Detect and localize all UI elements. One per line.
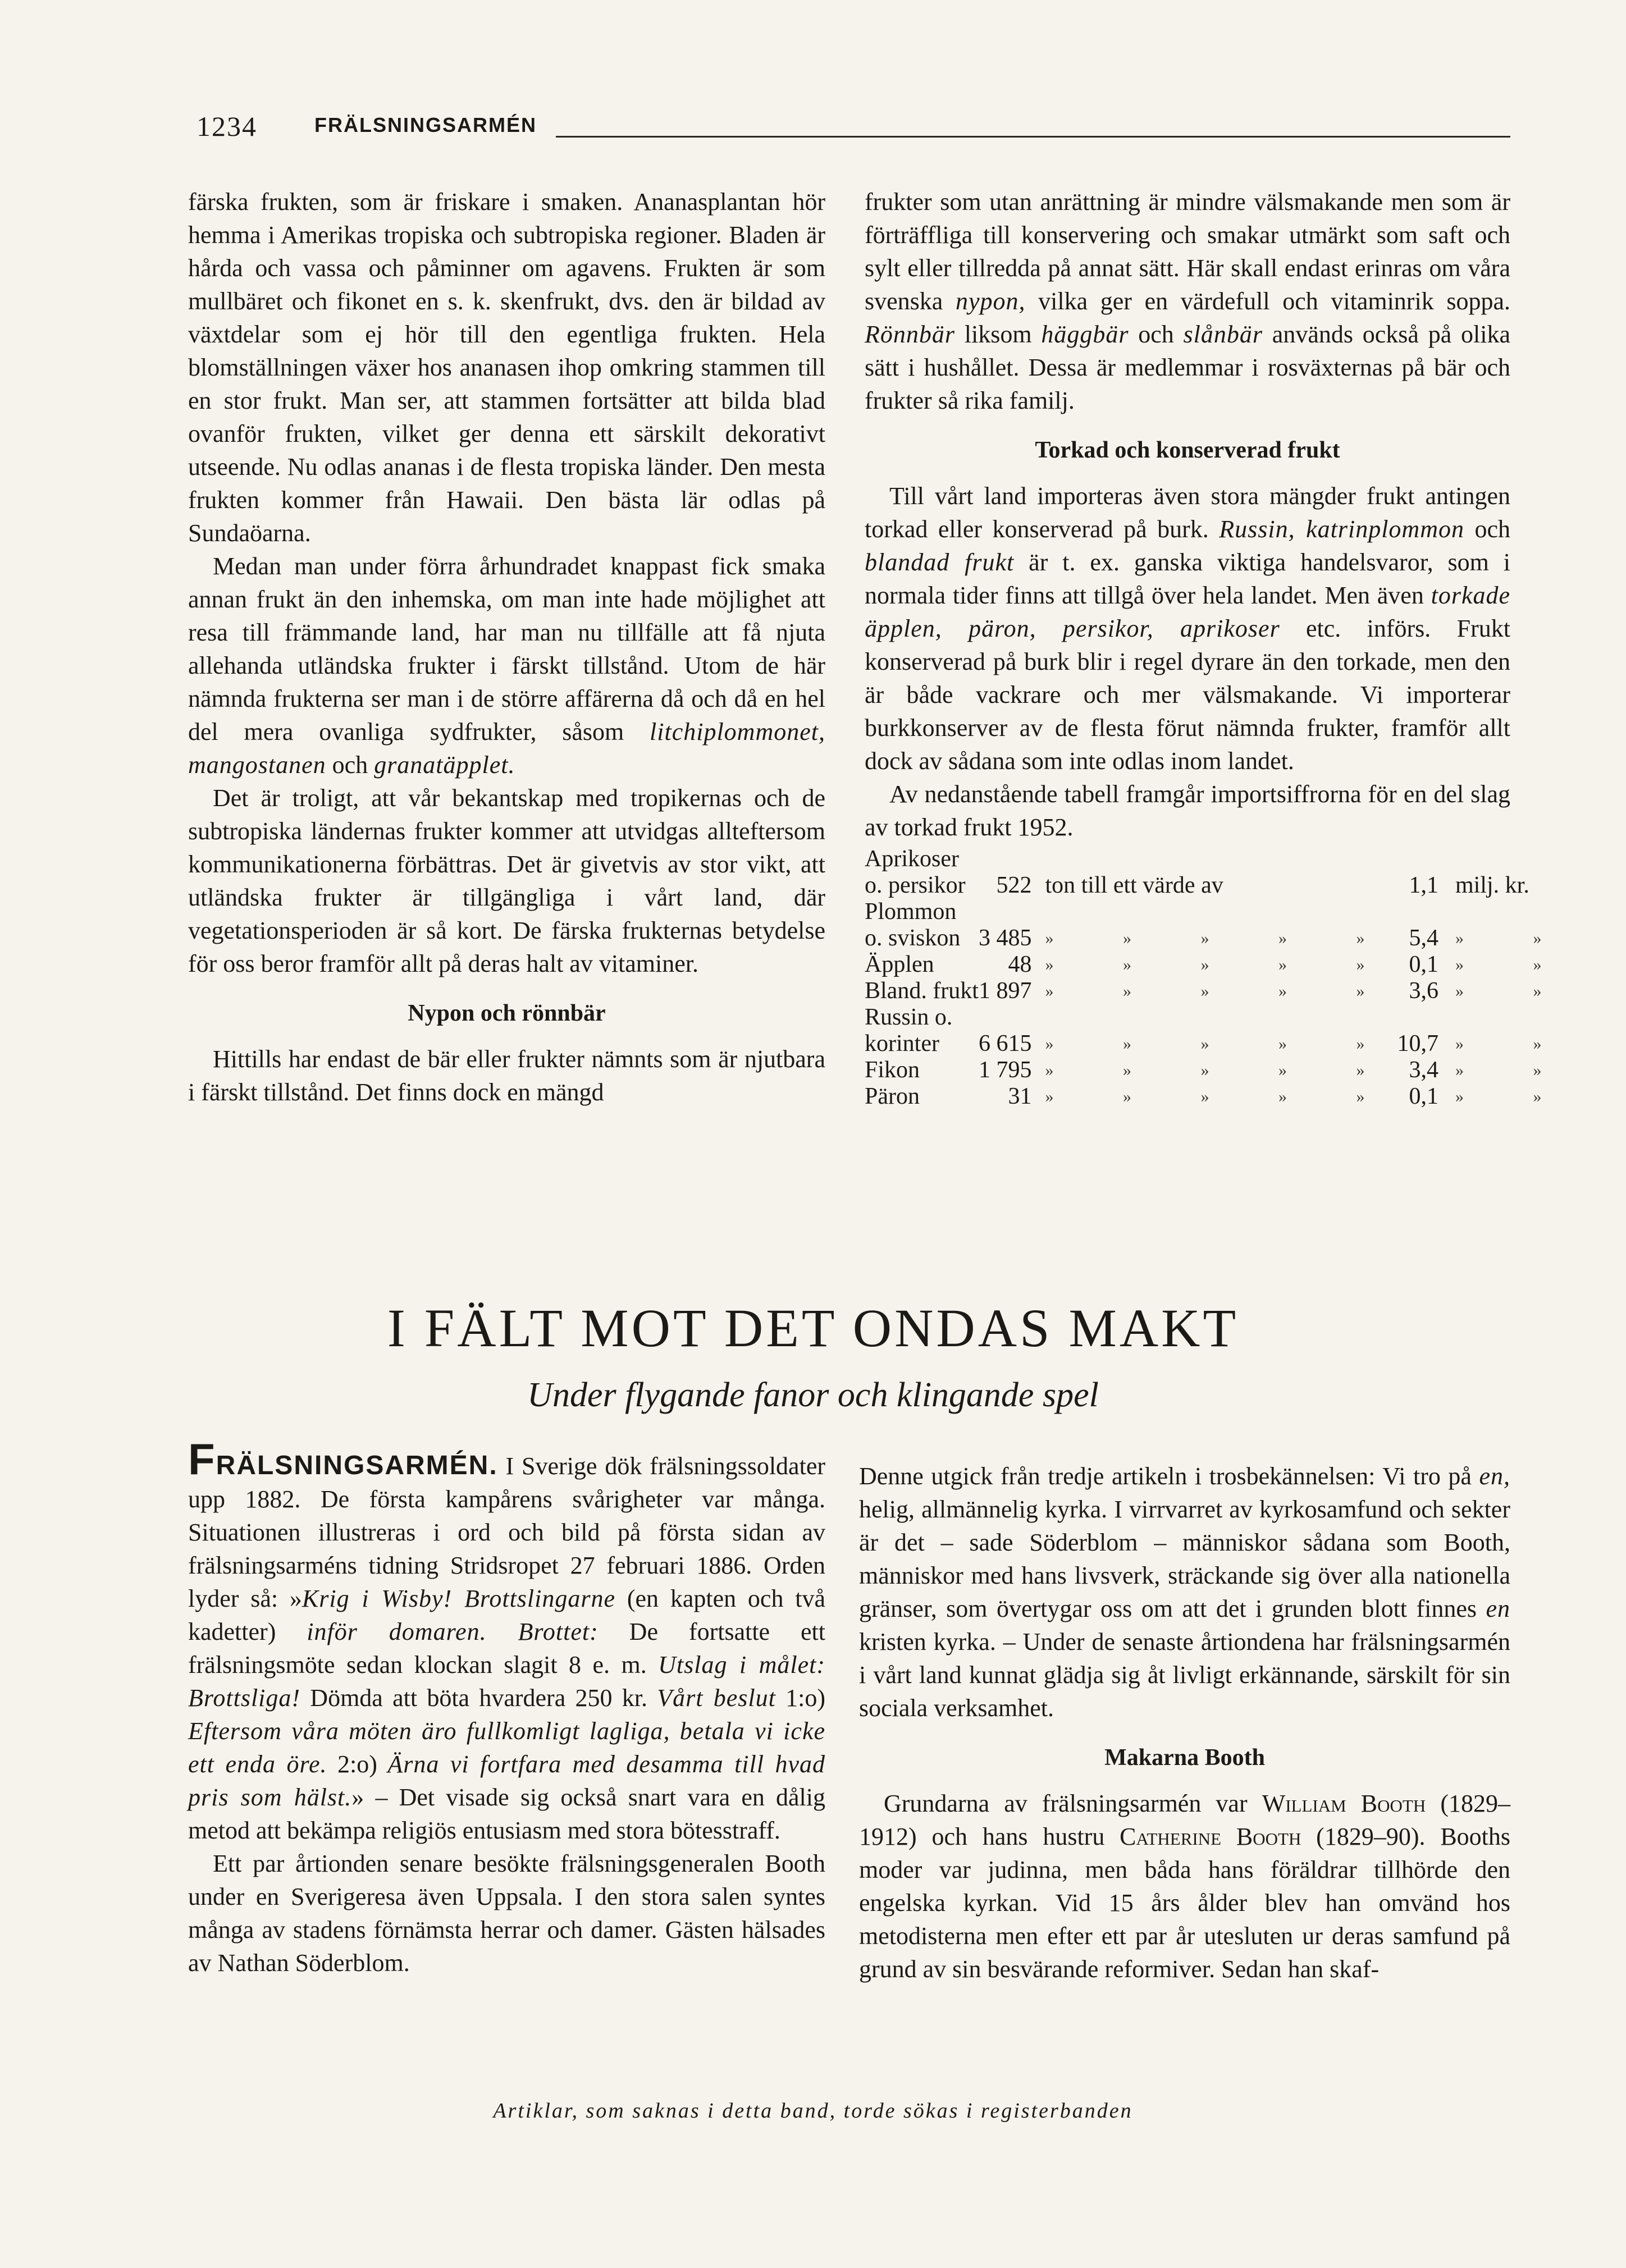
paragraph: Hittills har endast de bär eller frukter nämnts som är njutbara i färskt tillstånd. Det finns dock en mängd	[188, 1045, 825, 1106]
table-row	[865, 1004, 1574, 1031]
table-cell-quantity: 3 485	[978, 925, 1032, 951]
table-cell-quantity: 31	[1008, 1083, 1032, 1109]
table-row	[865, 872, 1574, 899]
table-cell-currency: milj. kr.	[1455, 872, 1529, 898]
table-row	[865, 952, 1574, 978]
table-cell-ditto: » » » » »	[1045, 929, 1397, 948]
paragraph: Det är troligt, att vår bekantskap med tropikernas och de subtropiska ländernas frukter kommer att utvidgas allteftersom kommunikationerna förbättras. Det är givetvis av stor vikt, att utländska frukter är tillgängliga i vårt land, där vegetationsperioden är så kort. De färska frukternas betydelse för oss beror framför allt på deras halt av vitaminer.	[188, 784, 825, 977]
table-cell-value: 0,1	[1409, 1083, 1438, 1109]
table-cell-quantity: 6 615	[978, 1031, 1032, 1057]
table-cell-name: o. sviskon	[865, 925, 961, 951]
table-cell-ditto: » »	[1455, 1087, 1574, 1106]
table-cell-name: korinter	[865, 1031, 939, 1057]
paragraph: FRÄLSNINGSARMÉN. I Sverige dök frälsningssoldater upp 1882. De första kampårens svårigheter var många. Situationen illustreras i ord och bild på första sidan av frälsningsarméns tidning Stridsropet 27 februari 1886. Orden lyder så: »Krig i Wisby! Brottslingarne (en kapten och två kadetter) inför domaren. Brottet: De fortsatte ett frälsningsmöte sedan klockan slagit 8 e. m. Utslag i målet: Brottsliga! Dömda att böta hvardera 250 kr. Vårt beslut 1:o) Eftersom våra möten äro fullkomligt lagliga, betala vi icke ett enda öre. 2:o) Ärna vi fortfara med desamma till hvad pris som hälst.» – Det visade sig också snart vara en dålig metod att bekämpa religiös entusiasm med stora bötesstraff.	[188, 1434, 826, 1844]
table-cell-value: 5,4	[1409, 925, 1438, 951]
table-row	[865, 978, 1574, 1004]
table-row	[865, 846, 1574, 872]
table-cell-name: o. persikor	[865, 872, 966, 898]
table-row	[865, 925, 1574, 952]
table-cell-name: Bland. frukt	[865, 978, 979, 1004]
table-cell-ditto: » » » » »	[1045, 982, 1397, 1000]
section-heading: Nypon och rönnbär	[408, 1000, 606, 1026]
footer-note: Artiklar, som saknas i detta band, torde sökas i registerbanden	[493, 2099, 1133, 2123]
running-title: FRÄLSNINGSARMÉN	[314, 113, 537, 136]
table-cell-quantity: 1 897	[978, 978, 1032, 1004]
table-cell-name: Russin o.	[865, 1004, 953, 1030]
table-cell-ditto: » »	[1455, 982, 1574, 1000]
table-cell-ditto: » » » » »	[1045, 1087, 1397, 1106]
table-cell-ditto: » » » » »	[1045, 1061, 1397, 1080]
table-cell-value: 1,1	[1409, 872, 1438, 898]
table-row	[865, 1083, 1574, 1110]
table-cell-ditto: » » » » »	[1045, 955, 1397, 974]
table-cell-value: 10,7	[1397, 1031, 1438, 1057]
paragraph: Ett par årtionden senare besökte frälsningsgeneralen Booth under en Sverigeresa även Uppsala. I den stora salen syntes många av stadens förnämsta herrar och damer. Gästen hälsades av Nathan Söderblom.	[188, 1850, 825, 1977]
paragraph: färska frukten, som är friskare i smaken. Ananasplantan hör hemma i Amerikas tropiska och subtropiska regioner. Bladen är hårda och vassa och påminner om agavens. Frukten är som mullbäret och fikonet en s. k. skenfrukt, dvs. den är bildad av växtdelar som ej hör till den egentliga frukten. Hela blomställningen växer hos ananasen ihop omkring stammen till en stor frukt. Man ser, att stammen fortsätter att bilda blad ovanför frukten, vilket ger denna ett särskilt dekorativt utseende. Nu odlas ananas i de flesta tropiska länder. Den mesta frukten kommer från Hawaii. Den bästa lär odlas på Sundaöarna.	[188, 188, 825, 547]
table-cell-name: Aprikoser	[865, 846, 959, 872]
table-cell-ditto: » » » » »	[1045, 1035, 1397, 1053]
table-cell-name: Plommon	[865, 899, 957, 925]
paragraph: Denne utgick från tredje artikeln i trosbekännelsen: Vi tro på en, helig, allmännelig kyrka. I virrvarret av kyrkosamfund och sekter är det – sade Söderblom – människor sådana som Booth, människor med hans livsverk, sträckande sig över alla nationella gränser, som övertygar oss om att det i grunden blott finnes en kristen kyrka. – Under de senaste årtiondena har frälsningsarmén i vårt land kunnat glädja sig åt livligt erkännande, särskilt för sin sociala verksamhet.	[859, 1462, 1510, 1722]
column-left-bottom	[188, 1434, 826, 1979]
paragraph: Medan man under förra århundradet knappast fick smaka annan frukt än den inhemska, om man inte hade möjlighet att resa till främmande land, har man nu tillfälle att få njuta allehanda utländska frukter i färskt tillstånd. Utom de här nämnda frukterna ser man i de större affärerna då och då en hel del mera ovanliga sydfrukter, såsom litchiplommonet, mangostanen och granatäpplet.	[188, 552, 825, 779]
column-right-bottom	[859, 1460, 1510, 1986]
table-row	[865, 899, 1574, 925]
table-cell-quantity: 48	[1008, 952, 1032, 977]
table-cell-ditto: » »	[1455, 929, 1574, 948]
column-left-top	[188, 185, 825, 1109]
table-cell-unit: ton till ett värde av	[1045, 872, 1223, 898]
table-cell-name: Päron	[865, 1083, 920, 1109]
table-cell-ditto: » »	[1455, 1035, 1574, 1053]
header-rule	[556, 136, 1510, 138]
table-cell-value: 0,1	[1409, 952, 1438, 977]
import-table	[865, 846, 1574, 1110]
table-cell-value: 3,6	[1409, 978, 1438, 1004]
paragraph: Till vårt land importeras även stora mängder frukt antingen torkad eller konserverad på burk. Russin, katrinplommon och blandad frukt är t. ex. ganska viktiga handelsvaror, som i normala tider finns att tillgå över hela landet. Men även torkade äpplen, päron, persikor, aprikoser etc. införs. Frukt konserverad på burk blir i regel dyrare än den torkade, men den är både vackrare och mer välsmakande. Vi importerar burkkonserver av de flesta förut nämnda frukter, framför allt dock av sådana som inte odlas inom landet.	[865, 482, 1511, 775]
article-title: I FÄLT MOT DET ONDAS MAKT	[387, 1298, 1239, 1358]
table-row	[865, 1031, 1574, 1057]
running-header	[197, 110, 1510, 144]
column-right-top	[865, 185, 1574, 1110]
section-heading: Torkad och konserverad frukt	[1035, 437, 1340, 463]
lead-word: FRÄLSNINGSARMÉN.	[188, 1434, 498, 1484]
paragraph: Grundarna av frälsningsarmén var William Booth (1829–1912) och hans hustru Catherine Booth (1829–90). Booths moder var judinna, men båda hans föräldrar tillhörde den engelska kyrkan. Vid 15 års ålder blev han omvänd hos metodisterna men efter ett par år utesluten ur deras samfund på grund av sin besvärande reformiver. Sedan han skaf-	[859, 1790, 1511, 1983]
table-cell-ditto: » »	[1455, 955, 1574, 974]
section-heading: Makarna Booth	[1104, 1745, 1265, 1771]
table-cell-name: Äpplen	[865, 952, 934, 977]
article-subtitle: Under flygande fanor och klingande spel	[527, 1376, 1099, 1414]
table-row	[865, 1057, 1574, 1083]
page-number: 1234	[197, 111, 257, 142]
table-cell-name: Fikon	[865, 1057, 920, 1083]
paragraph: frukter som utan anrättning är mindre välsmakande men som är förträffliga till konservering och smakar utmärkt som saft och sylt eller tillredda på annat sätt. Här skall endast erinras om våra svenska nypon, vilka ger en värdefull och vitaminrik soppa. Rönnbär liksom häggbär och slånbär används också på olika sätt i hushållet. Dessa är medlemmar i rosväxternas på bär och frukter så rika familj.	[865, 188, 1510, 414]
table-cell-quantity: 1 795	[978, 1057, 1032, 1083]
table-cell-value: 3,4	[1409, 1057, 1438, 1083]
table-cell-ditto: » »	[1455, 1061, 1574, 1080]
paragraph: Av nedanstående tabell framgår importsiffrorna för en del slag av torkad frukt 1952.	[865, 780, 1510, 841]
table-cell-quantity: 522	[996, 872, 1032, 898]
